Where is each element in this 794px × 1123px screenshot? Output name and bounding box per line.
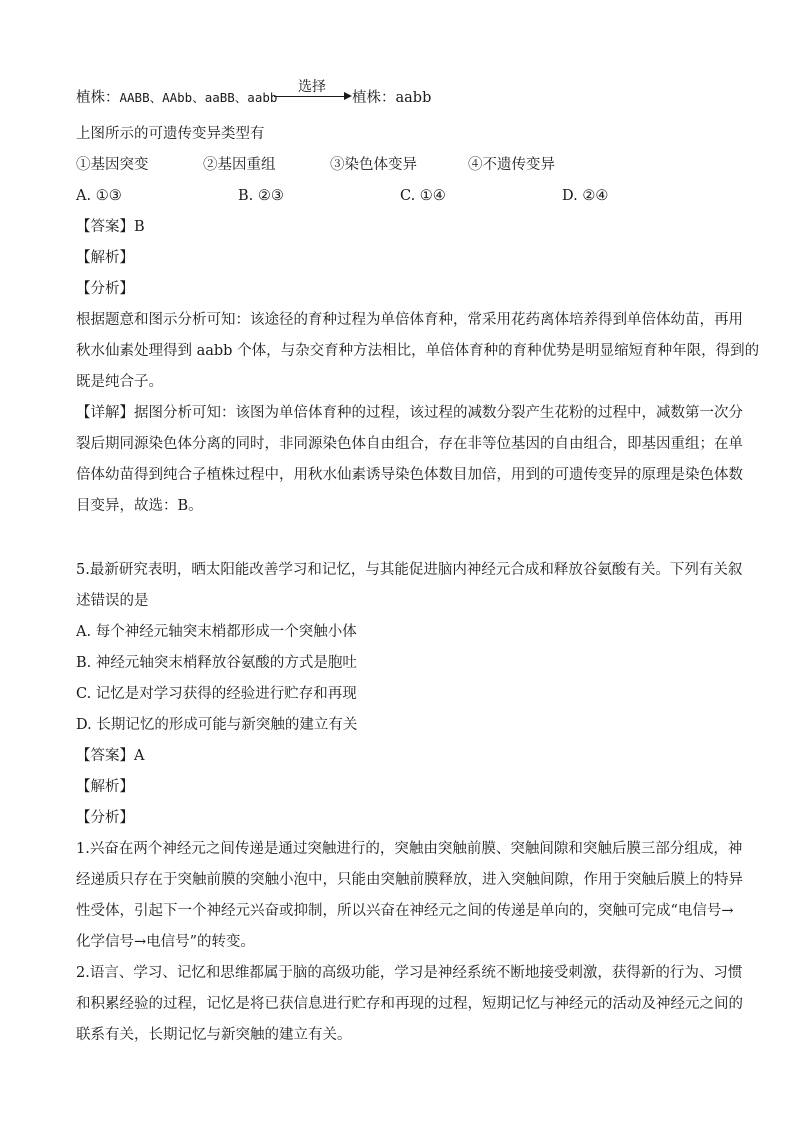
q4-item-1: ①基因突变 <box>76 157 149 173</box>
q5-option-a: A. 每个神经元轴突末梢都形成一个突触小体 <box>76 624 357 640</box>
arrow-head-icon <box>344 92 352 100</box>
q4-detail-line-4: 目变异，故选：B。 <box>76 498 203 514</box>
selection-arrow <box>274 80 352 102</box>
q4-option-c: C. ①④ <box>400 188 446 204</box>
q4-item-4: ④不遗传变异 <box>468 157 555 173</box>
q5-point1-line-2: 经递质只存在于突触前膜的突触小泡中，只能由突触前膜释放，进入突触间隙，作用于突触后膜上的特异 <box>76 872 743 888</box>
q4-detail-line-1: 【详解】据图分析可知：该图为单倍体育种的过程，该过程的减数分裂产生花粉的过程中，减数第一次分 <box>76 405 743 421</box>
q5-stem-line-1: 5.最新研究表明，晒太阳能改善学习和记忆，与其能促进脑内神经元合成和释放谷氨酸有关。下列有关叙 <box>76 562 743 578</box>
q4-analysis-line-1: 根据题意和图示分析可知：该途径的育种过程为单倍体育种，常采用花药离体培养得到单倍体幼苗，再用 <box>76 312 743 328</box>
q4-analysis-line-2: 秋水仙素处理得到 aabb 个体，与杂交育种方法相比，单倍体育种的育种优势是明显缩短育种年限，得到的 <box>76 343 760 359</box>
q4-stem: 上图所示的可遗传变异类型有 <box>76 126 265 142</box>
q5-point2-line-2: 和积累经验的过程，记忆是将已获信息进行贮存和再现的过程，短期记忆与神经元的活动及神经元之间的 <box>76 996 743 1012</box>
q5-point1-line-1: 1.兴奋在两个神经元之间传递是通过突触进行的，突触由突触前膜、突触间隙和突触后膜三部分组成，神 <box>76 841 743 857</box>
q5-stem-line-2: 述错误的是 <box>76 593 149 609</box>
q4-detail-line-3: 倍体幼苗得到纯合子植株过程中，用秋水仙素诱导染色体数目加倍，用到的可遗传变异的原理是染色体数 <box>76 467 743 483</box>
q5-point1-line-3: 性受体，引起下一个神经元兴奋或抑制，所以兴奋在神经元之间的传递是单向的，突触可完成“电信号→ <box>76 903 734 919</box>
q5-answer: 【答案】A <box>76 748 145 764</box>
genotypes-before: AABB、AAbb、aaBB、aabb <box>119 90 278 105</box>
q5-option-b: B. 神经元轴突末梢释放谷氨酸的方式是胞吐 <box>76 655 357 671</box>
q5-jiexi-heading: 【解析】 <box>76 779 134 795</box>
q4-option-b: B. ②③ <box>238 188 284 204</box>
q5-point2-line-3: 联系有关，长期记忆与新突触的建立有关。 <box>76 1027 352 1043</box>
q4-option-d: D. ②④ <box>562 188 609 204</box>
q5-option-d: D. 长期记忆的形成可能与新突触的建立有关 <box>76 717 358 733</box>
q4-detail-line-2: 裂后期同源染色体分离的同时，非同源染色体自由组合，存在非等位基因的自由组合，即基因重组；在单 <box>76 436 743 452</box>
breeding-diagram <box>76 88 277 108</box>
q4-answer: 【答案】B <box>76 219 145 235</box>
selection-arrow-label: 选择 <box>298 79 326 95</box>
arrow-shaft <box>274 96 346 97</box>
genotype-after <box>352 88 431 108</box>
q4-option-a: A. ①③ <box>76 188 122 204</box>
q5-fenxi-heading: 【分析】 <box>76 810 134 826</box>
plant-prefix-label: 植株： <box>76 90 120 106</box>
q4-item-2: ②基因重组 <box>203 157 276 173</box>
q5-point2-line-1: 2.语言、学习、记忆和思维都属于脑的高级功能，学习是神经系统不断地接受刺激，获得新的行为、习惯 <box>76 965 743 981</box>
q5-option-c: C. 记忆是对学习获得的经验进行贮存和再现 <box>76 686 357 702</box>
q4-item-3: ③染色体变异 <box>330 157 417 173</box>
q4-jiexi-heading: 【解析】 <box>76 250 134 266</box>
q5-point1-line-4: 化学信号→电信号”的转变。 <box>76 934 256 950</box>
q4-analysis-line-3: 既是纯合子。 <box>76 374 163 390</box>
q4-fenxi-heading: 【分析】 <box>76 281 134 297</box>
genotype-after-text: 植株：aabb <box>352 90 432 106</box>
